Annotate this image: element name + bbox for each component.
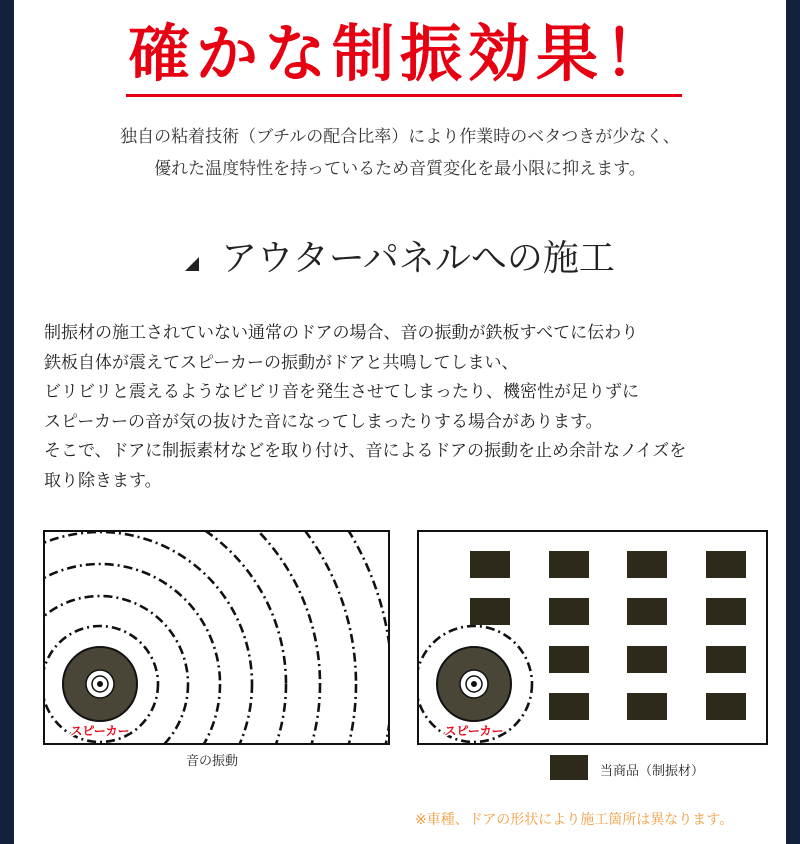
vibration-ring [14, 464, 320, 844]
damper-sheet [470, 551, 510, 578]
damper-sheet [706, 646, 746, 673]
damper-sheet [549, 551, 589, 578]
damper-sheet [627, 693, 667, 720]
vibration-diagrams [14, 0, 786, 844]
body-line: スピーカーの音が気の抜けた音になってしまったりする場合があります。 [44, 411, 603, 432]
intro-line: 独自の粘着技術（ブチルの配合比率）により作業時のベタつきが少なく、 [120, 127, 680, 147]
left-diagram-caption: 音の振動 [186, 754, 239, 769]
speaker-label-right: スピーカー [444, 724, 504, 738]
body-line: 鉄板自体が震えてスピーカーの振動がドアと共鳴してしまい、 [44, 352, 519, 373]
damper-sheet [549, 646, 589, 673]
diagram-without-damper [14, 392, 392, 844]
damper-sheet [470, 598, 510, 625]
damper-sheet [706, 598, 746, 625]
damper-sheet [627, 598, 667, 625]
speaker-label-left: スピーカー [70, 724, 130, 738]
speaker-icon [63, 647, 137, 721]
body-line: ビリビリと震えるようなビビリ音を発生させてしまったり、機密性が足りずに [44, 382, 639, 403]
section-heading-label: アウターパネルへの施工 [221, 238, 615, 279]
installation-note: ※車種、ドアの形状により施工箇所は異なります。 [415, 812, 734, 828]
speaker-icon [437, 647, 511, 721]
damper-legend-swatch [550, 755, 588, 780]
damper-sheet [549, 598, 589, 625]
damper-sheet [706, 551, 746, 578]
damper-sheet [627, 551, 667, 578]
damper-legend-label: 当商品（制振材） [600, 764, 705, 779]
body-line: 制振材の施工されていない通常のドアの場合、音の振動が鉄板すべてに伝わり [44, 323, 639, 343]
page [14, 0, 786, 844]
vibration-ring [14, 498, 286, 844]
damper-sheet [627, 646, 667, 673]
intro-line: 優れた温度特性を持っているため音質変化を最小限に抑えます。 [154, 159, 646, 179]
vibration-ring [14, 392, 392, 844]
diagram-with-damper [416, 531, 767, 744]
damper-grid [470, 551, 746, 720]
body-line: 取り除きます。 [44, 470, 162, 491]
damper-sheet [549, 693, 589, 720]
damper-sheet [706, 693, 746, 720]
page-title: 確かな制振効果！ [127, 17, 672, 90]
body-line: そこで、ドアに制振素材などを取り付け、音によるドアの振動を止め余計なノイズを [44, 441, 687, 462]
